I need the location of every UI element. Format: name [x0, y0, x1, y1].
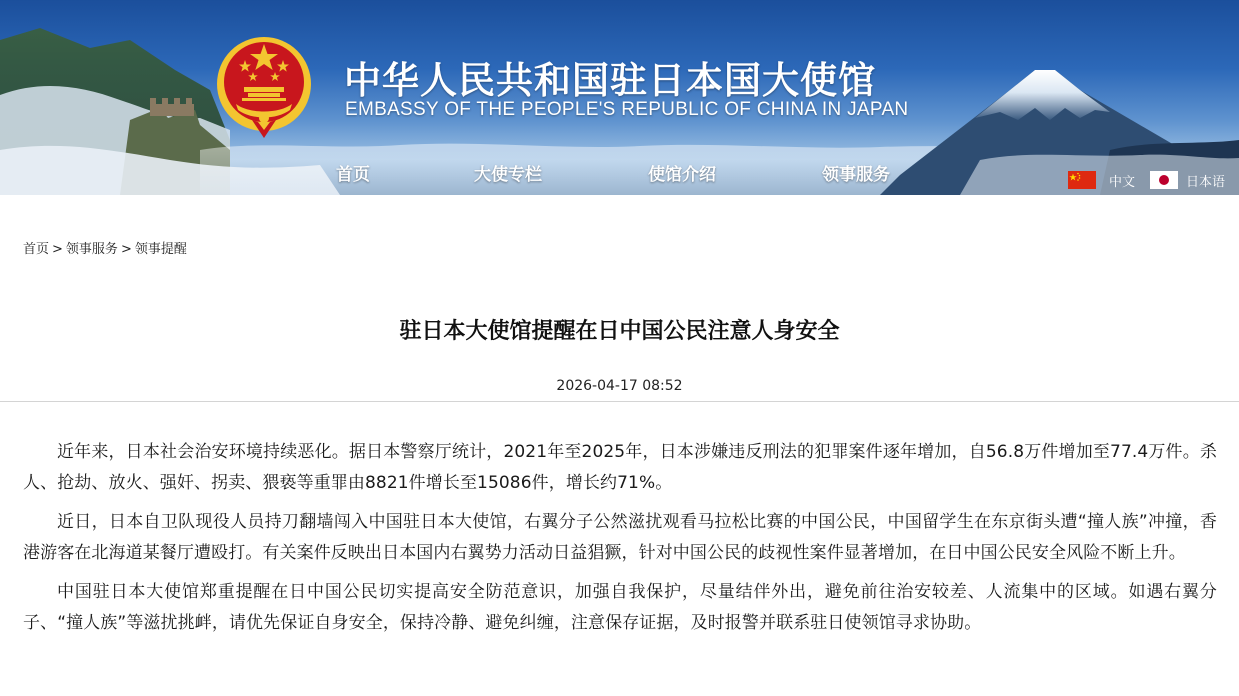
article-paragraph: 近年来，日本社会治安环境持续恶化。据日本警察厅统计，2021年至2025年，日本涉嫌违反刑法的犯罪案件逐年增加，自56.8万件增加至77.4万件。杀人、抢劫、放火、强奸、拐卖、猥亵等重罪由8821件增长至15086件，增长约71%。	[23, 442, 1217, 493]
breadcrumb-consular-reminders[interactable]: 领事提醒	[134, 242, 187, 257]
header-banner	[0, 0, 1239, 195]
article-paragraph: 中国驻日本大使馆郑重提醒在日中国公民切实提高安全防范意识，加强自我保护，尽量结伴外出，避免前往治安较差、人流集中的区域。如遇右翼分子、“撞人族”等滋扰挑衅，请优先保证自身安全，保持冷静、避免纠缠，注意保存证据，及时报警并联系驻日使领馆寻求协助。	[23, 582, 1217, 633]
china-flag-icon	[1068, 171, 1096, 189]
nav-item-home[interactable]: 首页	[336, 165, 370, 185]
breadcrumb	[23, 238, 187, 257]
nav-item-embassy-intro[interactable]: 使馆介绍	[648, 165, 716, 185]
article-body	[23, 437, 1217, 647]
nav-item-ambassador-column[interactable]: 大使专栏	[474, 165, 542, 185]
main-navigation	[0, 160, 1000, 186]
japan-flag-icon	[1150, 171, 1178, 189]
national-emblem-icon	[214, 32, 314, 140]
nav-item-consular-services[interactable]: 领事服务	[822, 165, 890, 185]
breadcrumb-consular-services[interactable]: 领事服务	[65, 242, 118, 257]
site-title-english: EMBASSY OF THE PEOPLE'S REPUBLIC OF CHINA IN JAPAN	[345, 99, 909, 120]
breadcrumb-home[interactable]: 首页	[23, 242, 50, 257]
article-title: 驻日本大使馆提醒在日中国公民注意人身安全	[399, 319, 840, 344]
breadcrumb-separator: >	[120, 242, 132, 257]
language-label-japanese: 日本语	[1186, 175, 1226, 190]
breadcrumb-separator: >	[52, 242, 63, 257]
language-label-chinese: 中文	[1109, 175, 1136, 190]
site-title-chinese: 中华人民共和国驻日本国大使馆	[344, 59, 876, 102]
language-option-japanese[interactable]	[1150, 170, 1239, 190]
language-option-chinese[interactable]	[1068, 170, 1143, 190]
article-paragraph: 近日，日本自卫队现役人员持刀翻墙闯入中国驻日本大使馆，右翼分子公然滋扰观看马拉松比赛的中国公民，中国留学生在东京街头遭“撞人族”冲撞，香港游客在北海道某餐厅遭殴打。有关案件反映出日本国内右翼势力活动日益猖獗，针对中国公民的歧视性案件显著增加，在日中国公民安全风险不断上升。	[23, 512, 1217, 563]
article-date: 2026-04-17 08:52	[556, 378, 683, 394]
divider	[0, 401, 1239, 402]
